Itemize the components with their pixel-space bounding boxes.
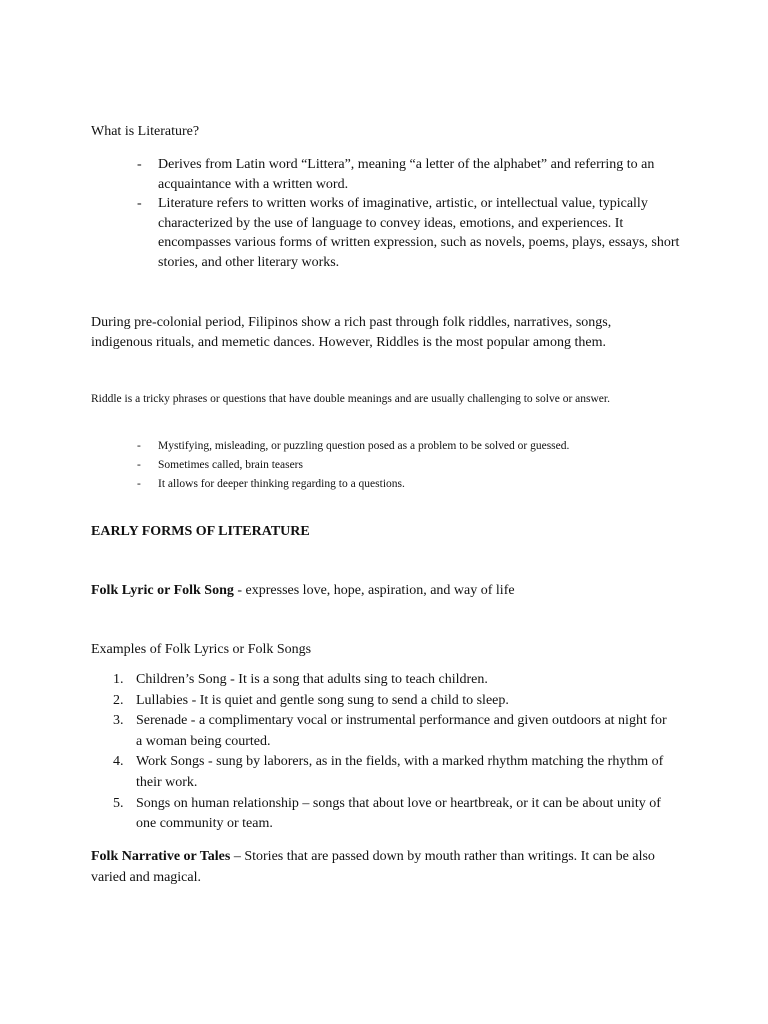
list-item-text: Work Songs - sung by laborers, as in the fields, with a marked rhythm matching the rhythm of their work. — [136, 754, 664, 790]
dash-bullet: - — [137, 478, 141, 490]
early-forms-heading: EARLY FORMS OF LITERATURE — [91, 524, 310, 539]
list-number: 2. — [113, 692, 124, 708]
list-item — [91, 475, 691, 494]
list-item-text: Songs on human relationship – songs that about love or heartbreak, or it can be about unity of one community or team. — [136, 795, 661, 832]
dash-bullet: - — [137, 196, 142, 212]
list-item-text: Derives from Latin word “Littera”, meaning “a letter of the alphabet” and referring to an acquaintance with a written word. — [158, 157, 655, 192]
list-item — [91, 752, 671, 793]
list-number: 3. — [113, 713, 124, 729]
list-number: 1. — [113, 672, 124, 687]
list-item-text: Lullabies - It is quiet and gentle song sung to send a child to sleep. — [136, 692, 509, 708]
folk-narrative-definition — [91, 846, 681, 888]
list-number: 5. — [113, 795, 124, 811]
list-item-text: Literature refers to written works of imaginative, artistic, or intellectual value, typically characterized by the use of language to convey ideas, emotions, and experiences. It encompasses various forms of written expression, such as novels, poems, plays, essays, short stories, and other literary works. — [158, 196, 680, 270]
list-item — [91, 437, 691, 456]
folk-lyric-text: - expresses love, hope, aspiration, and way of life — [233, 583, 515, 598]
dash-bullet: - — [137, 157, 142, 172]
list-item-text: Sometimes called, brain teasers — [158, 459, 303, 471]
dash-bullet: - — [137, 440, 141, 452]
list-item-text: It allows for deeper thinking regarding to a questions. — [158, 478, 405, 490]
precolonial-paragraph: During pre-colonial period, Filipinos show a rich past through folk riddles, narratives, songs, indigenous rituals, and memetic dances. However, Riddles is the most popular among them. — [91, 315, 612, 350]
list-item — [91, 794, 671, 835]
folk-narrative-term: Folk Narrative or Tales — [91, 849, 231, 864]
folk-lyric-definition — [91, 582, 515, 600]
folk-narrative-text: – Stories that are passed down by mouth rather than writings. It can be also varied and magical. — [91, 849, 655, 885]
list-item — [91, 711, 671, 752]
list-item — [91, 194, 691, 272]
riddle-characteristics-list — [91, 437, 691, 494]
riddle-definition: Riddle is a tricky phrases or questions that have double meanings and are usually challenging to solve or answer. — [91, 393, 610, 405]
list-item — [91, 691, 671, 712]
list-number: 4. — [113, 754, 124, 770]
literature-definition-list — [91, 155, 691, 273]
list-item — [91, 155, 691, 194]
examples-heading: Examples of Folk Lyrics or Folk Songs — [91, 642, 312, 657]
dash-bullet: - — [137, 459, 141, 471]
list-item-text: Serenade - a complimentary vocal or instrumental performance and given outdoors at night for a woman being courted. — [136, 713, 667, 749]
list-item — [91, 456, 691, 475]
list-item — [91, 670, 671, 691]
folk-lyric-term: Folk Lyric or Folk Song — [91, 583, 234, 598]
list-item-text: Mystifying, misleading, or puzzling question posed as a problem to be solved or guessed. — [158, 440, 570, 452]
literature-heading: What is Literature? — [91, 124, 200, 139]
list-item-text: Children’s Song - It is a song that adults sing to teach children. — [136, 672, 488, 687]
folk-song-examples-list — [91, 670, 671, 835]
